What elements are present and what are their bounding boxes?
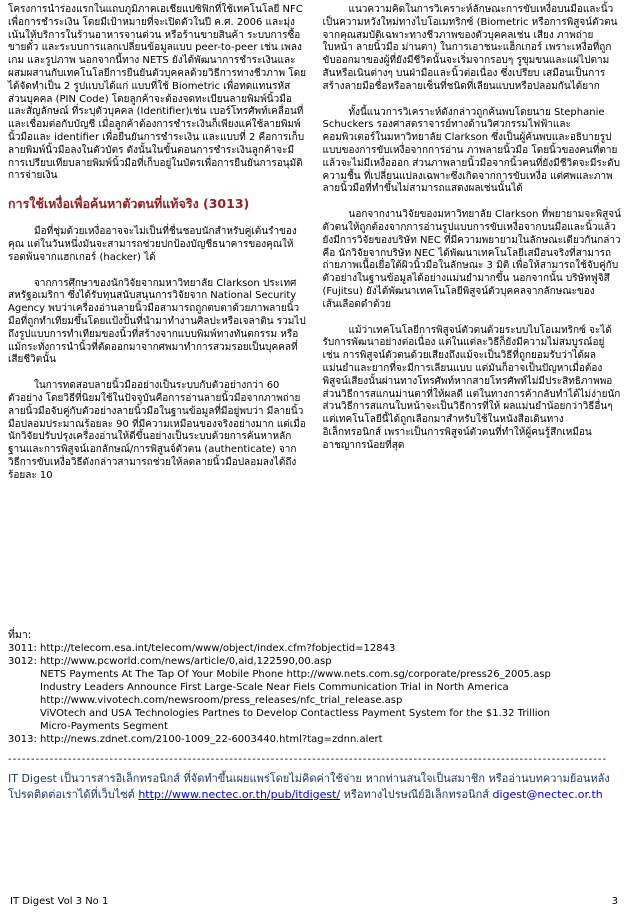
footer-note-text: IT Digest เป็นวารสารอิเล็กทรอนิกส์ ที่จัดทำขึ้นเผยแพร่โดยไม่คิดค่าใช้จ่าย หากท่านสนใจเป็นสมาชิก หรืออ่านบทความย้อนหลัง โปรดติดต่อเราได้ที่เว็บไซต์	[8, 772, 610, 801]
email-link[interactable]: digest@nectec.or.th	[492, 787, 603, 801]
separator-line: ----------------------------------------------------------------------------------------------------------------------------------	[8, 754, 608, 765]
volume-label: IT Digest Vol 3 No 1	[10, 896, 109, 907]
body-paragraph: แม้ว่าเทคโนโลยีการพิสูจน์ตัวตนด้วยระบบไบโอเมทริกซ์ จะได้รับการพัฒนาอย่างต่อเนื่อง แต่ในแต่ละวิธีก็ยังมีความไม่สมบูรณ์อยู่ เช่น การพิสูจน์ตัวตนด้วยเสียงถึงแม้จะเป็นวิธีที่ถูกยอมรับว่าได้ผลแม่นยำและยากที่จะมีการเลียนแบบ แต่มันก็อาจเป็นปัญหาเมื่อต้องพิสูจน์เสียงนั้นผ่านทางโทรศัพท์หากสายโทรศัพท์ไม่มีประสิทธิภาพพอ ส่วนวิธีการสแกนม่านตาที่ให้ผลดี แต่ในทางการค้ากลับทำได้ไม่ง่ายนัก ส่วนวิธีการสแกนใบหน้าจะเป็นวิธีการที่ให้ ผลแม่นยำน้อยกว่าวิธีอื่นๆ แต่เทคโนโลยีนี้ได้ถูกเลือกมาสำหรับใช้ในหนังสือเดินทางอิเล็กทรอนิกส์ เพราะเป็นการพิสูจน์ตัวตนที่ทำให้ผู้คนรู้สึกเหมือนอาชญากรน้อยที่สุด	[322, 324, 621, 451]
body-paragraph: ทั้งนี้แนวการวิเคราะห์ดังกล่าวถูกค้นพบโดยนาย Stephanie Schuckers รองศาสตราจารย์ทางด้านวิศวกรรมไฟฟ้าและคอมพิวเตอร์ในมหาวิทยาลัย Clarkson ซึ่งเป็นผู้ค้นพบและอธิบายรูปแบบของการขับเหงื่อจากการอ่าน ภาพลายนิ้วมือ โดยนิ้วของคนที่ตายแล้วจะไม่มีเหงื่อออก ส่วนภาพลายนิ้วมือจากนิ้วคนที่ยังมีชีวิตจะมีระดับความชื้น ที่เปลี่ยนแปลงเฉพาะซึ่งเกิดจากการขับเหงื่อ แต่ศพและภาพลายนิ้วมือที่ทำขึ้นไม่สามารถแสดงผลเช่นนั้นได้	[322, 106, 621, 195]
sources-label: ที่มา:	[8, 629, 32, 641]
footnote-line: 3011: http://telecom.esa.int/telecom/www/object/index.cfm?fobjectid=12843	[8, 643, 396, 654]
footnote-line: Micro-Payments Segment	[40, 721, 168, 732]
body-paragraph: มือที่ชุ่มด้วยเหงื่ออาจจะไม่เป็นที่ชื่นชอบนักสำหรับคู่เต้นรำของคุณ แต่ในวันหนึ่งมันจะสามารถช่วยปกป้องบัญชีธนาคารของคุณให้รอดพ้นจากแฮกเกอร์ (hacker) ได้	[8, 226, 297, 263]
footnote-line: Industry Leaders Announce First Large-Scale Near Fiels Communication Trial in North America	[40, 682, 509, 693]
page-footer	[10, 896, 618, 907]
body-paragraph: จากการศึกษาของนักวิจัยจากมหาวิทยาลัย Clarkson ประเทศสหรัฐอเมริกา ซึ่งได้รับทุนสนับสนุนการวิจัยจาก National Security Agency พบว่าเครื่องอ่านลายนิ้วมือสามารถถูกตบตาด้วยภาพลายนิ้วมือที่ถูกทำเทียมขึ้นโดยแป้งปั้นที่นำมาทำงานศิลปะหรือเจลาติน รวมไปถึงรูปแบบการทำเทียมของนิ้วที่สร้างจากแบบพิมพ์ทางทันตกรรม หรือแม้กระทั่งการนำนิ้วที่ตัดออกมาจากศพมาทำการสวมรอยเป็นบุคคลที่เสียชีวิตนั้น	[8, 277, 306, 366]
footnote-line: NETS Payments At The Tap Of Your Mobile Phone http://www.nets.com.sg/corporate/press26_2005.asp	[40, 669, 551, 680]
body-paragraph: นอกจากงานวิจัยของมหาวิทยาลัย Clarkson ที่พยายามจะพิสูจน์ตัวตนให้ถูกต้องจากการอ่านรูปแบบการขับเหงื่อจากบนมือและนิ้วแล้ว ยังมีการวิจัยของบริษัท NEC ที่มีความพยายามในลักษณะเดียวกันกล่าวคือ นักวิจัยจากบริษัท NEC ได้พัฒนาเทคโนโลยีเสมือนจริงที่สามารถถ่ายภาพเนื้อเยื่อใต้ผิวนิ้วมือในลักษณะ 3 มิติ เพื่อให้สามารถใช้จับคู่กับตัวอย่างในฐานข้อมูลได้อย่างแม่นยำมากขึ้น นอกจากนั้น บริษัทฟูจิสึ (Fujitsu) ยังได้พัฒนาเทคโนโลยีพิสูจน์ตัวบุคคลจากลักษณะของเส้นเลือดดำด้วย	[322, 209, 621, 310]
footnote-line: http://www.vivotech.com/newsroom/press_releases/nfc_trial_release.asp	[40, 695, 403, 706]
section-heading: การใช้เหงื่อเพื่อค้นหาตัวตนที่แท้จริง (3013)	[8, 196, 250, 212]
right-column	[323, 4, 623, 622]
footnote-line: ViVOtech and USA Technologies Partnes to Develop Contactless Payment System for the $1.32 Trillion	[40, 708, 550, 719]
body-paragraph: แนวความคิดในการวิเคราะห์ลักษณะการขับเหงื่อบนมือและนิ้วเป็นความหวังใหม่ทางไบโอเมทริกซ์ (Biometric หรือการพิสูจน์ตัวตนจากคุณสมบัติเฉพาะทางชีวภาพของตัวบุคคลเช่น เสียง ภาพถ่ายใบหน้า ลายนิ้วมือ ม่านตา) ในการเอาชนะแฮ็กเกอร์ เพราะเหงื่อที่ถูกขับออกมาของผู้ที่ยังมีชีวิตนั้นจะเริ่มจากรอบๆ รูขุมขนและแผ่ไปตามสันหรือเนินต่างๆ บนฝ่ามือและนิ้วต่อเนื่อง ซึ่งเปรียบ เสมือนเป็นการสร้างลายมือชื่อหรือลายเซ็นที่ชนิดที่เลียนแบบหรือปลอมกันได้ยาก	[322, 4, 618, 92]
footnotes-block	[0, 622, 630, 746]
body-paragraph: ในการทดสอบลายนิ้วมืออย่างเป็นระบบกับตัวอย่างกว่า 60 ตัวอย่าง โดยวิธีที่นิยมใช้ในปัจจุบันคือการอ่านลายนิ้วมือจากภาพถ่ายลายนิ้วมือจับคู่กับตัวอย่างลายนิ้วมือในฐานข้อมูลที่มีอยู่พบว่า มีลายนิ้วมือปลอมประมาณร้อยละ 90 ที่มีความเหมือนของจริงอย่างมาก แต่เมื่อนักวิจัยปรับปรุงเครื่องอ่านให้ดีขึ้นอย่างเป็นระบบด้วยการค้นหาหลักฐานและการพิสูจน์เอกลักษณ์/การพิสูนจ์ตัวตน (authenticate) จากวิธีการขับเหงื่อวิธีดังกล่าวสามารถช่วยให้ลดลายนิ้วมือปลอมลงได้ถึงร้อยละ 10	[8, 380, 306, 481]
footer-note	[8, 771, 622, 802]
footer-note-text: หรือทางไปรษณีย์อิเล็กทรอนิกส์	[340, 787, 493, 801]
body-paragraph: โครงการนำร่องแรกในแถบภูมิภาคเอเชียแปซิฟิกที่ใช้เทคโนโลยี NFC เพื่อการชำระเงิน โดยมีเป้าหมายที่จะเปิดตัวในปี ค.ศ. 2006 และมุ่งเน้นให้บริการในร้านอาหารจานด่วน หรือร้านขายสินค้า ระบบการซื้อขายตั๋ว และระบบการแลกเปลี่ยนข้อมูลแบบ peer-to-peer เช่น เพลง เกม และรูปภาพ นอกจากนี้ทาง NETS ยังได้พัฒนาการชำระเงินและผสมผสานกับเทคโนโลยีการยืนยันตัวบุคคลด้วยวิธีการทางชีวภาพ โดยได้จัดทำเป็น 2 รูปแบบได้แก่ แบบที่ใช้ Biometric เพื่อทดแทนรหัสส่วนบุคคล (PIN Code) โดยลูกค้าจะต้องจดทะเบียนลายพิมพ์นิ้วมือและสัญลักษณ์ ที่ระบุตัวบุคคล (Identifier)เช่น เบอร์โทรศัพท์เคลื่อนที่และเชื่อมต่อกับบัญชี เมื่อลูกค้าต้องการชำระเงินก็เพียงแค่ใช้ลายพิมพ์นิ้วมือและ identifier เพื่อยืนยันการชำระเงิน และแบบที่ 2 คือการเก็บลายพิมพ์นิ้วมือลงในตัวบัตร ดังนั้นในขั้นตอนการชำระเงินลูกค้าจะมีการเปรียบเทียบลายพิมพ์นิ้วมือที่เก็บอยู่ในบัตรเพื่อการยืนยันการอนุมัติการจ่ายเงิน	[8, 4, 306, 182]
footnote-line: 3013: http://news.zdnet.com/2100-1009_22-6003440.html?tag=zdnn.alert	[8, 734, 383, 745]
footnote-line: 3012: http://www.pcworld.com/news/article/0,aid,122590,00.asp	[8, 656, 332, 667]
page-number: 3	[611, 896, 618, 907]
left-column	[8, 4, 308, 622]
itdigest-link[interactable]: http://www.nectec.or.th/pub/itdigest/	[138, 787, 341, 801]
